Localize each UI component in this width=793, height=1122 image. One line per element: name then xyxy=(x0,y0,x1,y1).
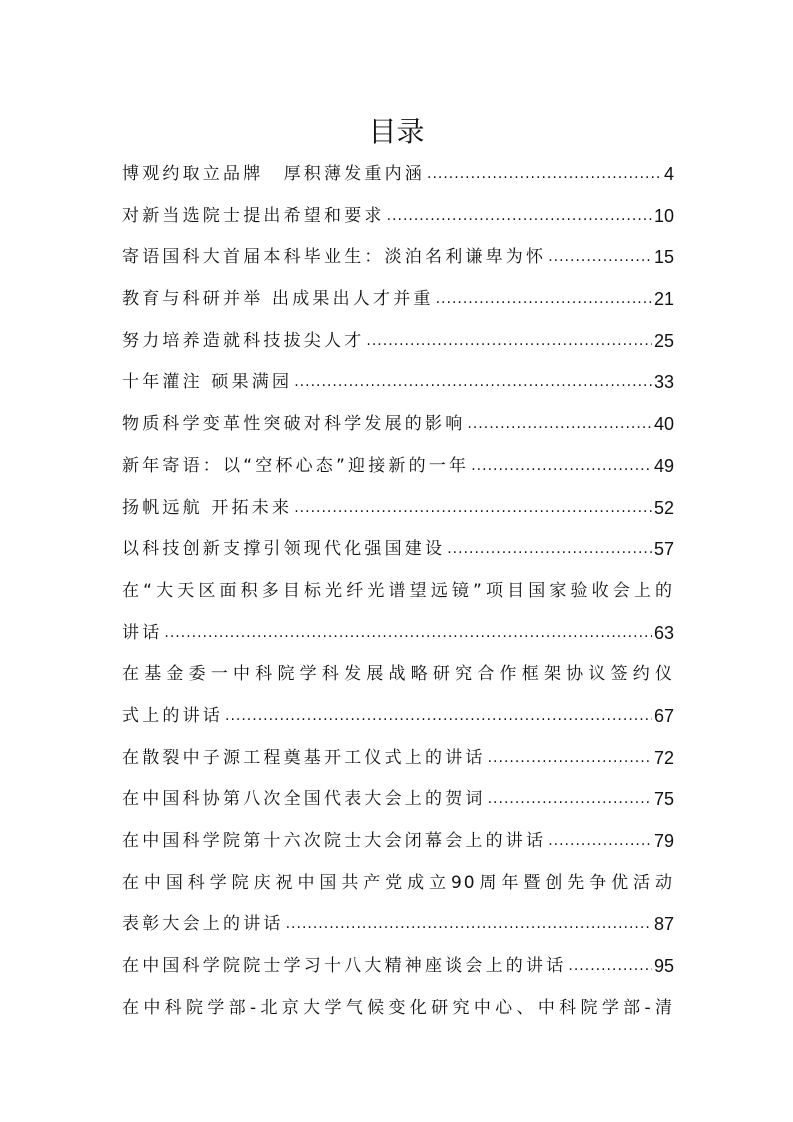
toc-entry[interactable] xyxy=(122,321,674,363)
toc-page-number: 52 xyxy=(653,497,674,518)
toc-entry-title-line: 在“大天区面积多目标光纤光谱望远镜”项目国家验收会上的 xyxy=(122,580,674,601)
toc-page-number: 15 xyxy=(653,247,674,268)
toc-entry[interactable] xyxy=(122,654,674,737)
toc-entry[interactable] xyxy=(122,362,674,404)
dot-leader xyxy=(568,946,652,988)
toc-entry-line xyxy=(122,946,674,988)
toc-entry-line xyxy=(122,904,674,946)
dot-leader xyxy=(427,154,662,196)
toc-entry-title: 对新当选院士提出希望和要求 xyxy=(122,205,385,226)
toc-entry-line xyxy=(122,779,674,821)
toc-entry-title: 新年寄语：以“空杯心态”迎接新的一年 xyxy=(122,455,470,476)
toc-entry-title: 在散裂中子源工程奠基开工仪式上的讲话 xyxy=(122,747,486,768)
dot-leader xyxy=(294,362,652,404)
toc-entry[interactable] xyxy=(122,821,674,863)
toc-entry-title: 努力培养造就科技拔尖人才 xyxy=(122,330,365,351)
dot-leader xyxy=(436,279,652,321)
dot-leader xyxy=(467,404,652,446)
toc-page-number: 40 xyxy=(653,414,674,435)
dot-leader xyxy=(447,529,652,571)
toc-entry[interactable] xyxy=(122,237,674,279)
toc-entry-line xyxy=(122,529,674,571)
toc-page-number: 75 xyxy=(653,789,674,810)
toc-entry-title: 在中国科学院第十六次院士大会闭幕会上的讲话 xyxy=(122,831,547,851)
dot-leader xyxy=(294,488,652,530)
toc-entry-title: 教育与科研并举 出成果出人才并重 xyxy=(122,289,434,310)
toc-page-number: 10 xyxy=(653,205,674,226)
toc-entry-title: 式上的讲话 xyxy=(122,705,223,726)
toc-entry-line xyxy=(122,446,674,488)
toc-page-number: 72 xyxy=(653,747,674,768)
toc-entry-title: 物质科学变革性突破对科学发展的影响 xyxy=(122,414,466,435)
dot-leader xyxy=(225,696,652,738)
toc-entry[interactable] xyxy=(122,488,674,530)
toc-entry-line xyxy=(122,154,674,196)
dot-leader xyxy=(164,613,652,655)
toc-entry-title: 扬帆远航 开拓未来 xyxy=(122,497,293,518)
toc-entry-title: 博观约取立品牌 厚积薄发重内涵 xyxy=(122,164,425,184)
toc-entry-line xyxy=(122,613,674,655)
toc-entry[interactable] xyxy=(122,529,674,571)
toc-page-number: 21 xyxy=(653,289,674,310)
toc-entry[interactable] xyxy=(122,779,674,821)
toc-entry-line xyxy=(122,696,674,738)
toc-entry-title: 十年灌注 硕果满园 xyxy=(122,372,293,393)
toc-page-number: 87 xyxy=(653,914,674,935)
toc-page-number: 67 xyxy=(653,705,674,726)
page-title: 目录 xyxy=(368,115,425,148)
dot-leader xyxy=(548,821,652,863)
toc-page-number: 25 xyxy=(653,330,674,351)
toc-entry[interactable] xyxy=(122,154,674,196)
toc-entry-title: 以科技创新支撑引领现代化强国建设 xyxy=(122,539,446,560)
toc-entry-title: 讲话 xyxy=(122,622,163,643)
dot-leader xyxy=(366,321,652,363)
toc-entry-title: 寄语国科大首届本科毕业生：淡泊名利谦卑为怀 xyxy=(122,247,547,268)
toc-entry[interactable] xyxy=(122,863,674,946)
dot-leader xyxy=(387,196,652,238)
toc-entry[interactable] xyxy=(122,571,674,654)
toc-entry-line xyxy=(122,821,674,863)
toc-entry-line xyxy=(122,738,674,780)
toc-entry[interactable] xyxy=(122,279,674,321)
dot-leader xyxy=(548,237,652,279)
toc-entry-line xyxy=(122,237,674,279)
toc-entry-line xyxy=(122,404,674,446)
dot-leader xyxy=(471,446,652,488)
toc-page-number: 57 xyxy=(653,539,674,560)
toc-entry-line xyxy=(122,321,674,363)
toc-entry-line xyxy=(122,362,674,404)
toc-entry-line xyxy=(122,279,674,321)
toc-page-number: 49 xyxy=(653,455,674,476)
toc-entry[interactable] xyxy=(122,988,674,1030)
toc-entry[interactable] xyxy=(122,946,674,988)
toc-entry-title-line: 在中科院学部-北京大学气候变化研究中心、中科院学部-清 xyxy=(122,997,674,1018)
dot-leader xyxy=(488,738,652,780)
toc-entry[interactable] xyxy=(122,196,674,238)
toc-entry-title-line: 在基金委一中科院学科发展战略研究合作框架协议签约仪 xyxy=(122,664,674,685)
toc-entry[interactable] xyxy=(122,404,674,446)
toc-entry-title: 在中国科协第八次全国代表大会上的贺词 xyxy=(122,789,486,810)
dot-leader xyxy=(488,779,652,821)
toc-entry-line xyxy=(122,488,674,530)
toc-entry-title-line: 在中国科学院庆祝中国共产党成立90周年暨创先争优活动 xyxy=(122,872,674,893)
toc-entry[interactable] xyxy=(122,738,674,780)
toc-page-number: 4 xyxy=(663,164,674,184)
toc-page-number: 63 xyxy=(653,622,674,643)
toc-entry-title: 在中国科学院院士学习十八大精神座谈会上的讲话 xyxy=(122,956,567,977)
dot-leader xyxy=(286,904,652,946)
toc-entry[interactable] xyxy=(122,446,674,488)
table-of-contents xyxy=(122,154,674,1029)
toc-page-number: 33 xyxy=(653,372,674,393)
toc-entry-title: 表彰大会上的讲话 xyxy=(122,914,284,935)
toc-page-number: 95 xyxy=(653,956,674,977)
toc-page-number: 79 xyxy=(653,831,674,851)
toc-entry-line xyxy=(122,196,674,238)
